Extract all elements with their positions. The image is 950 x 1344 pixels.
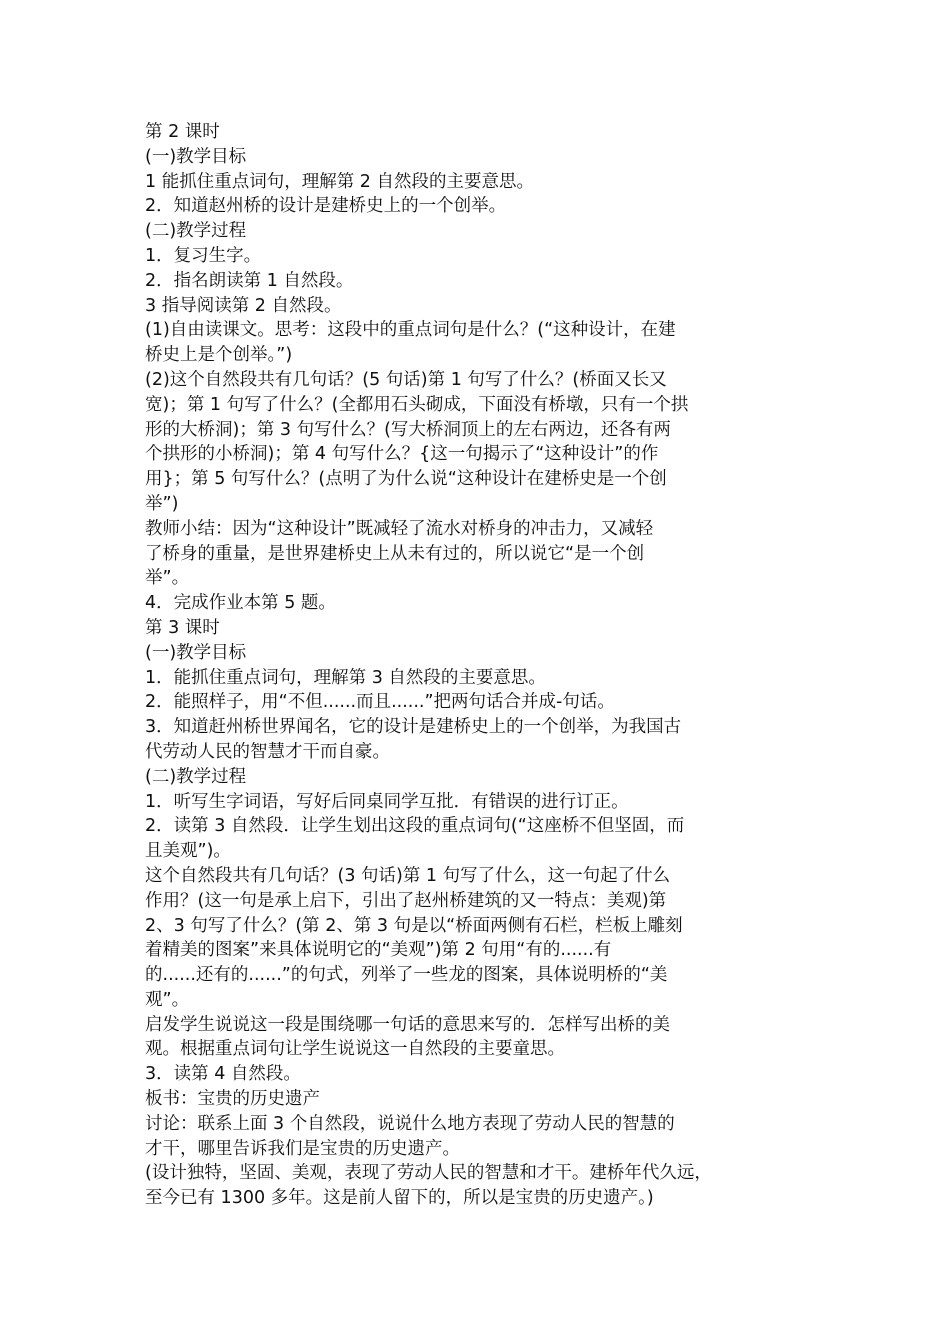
text-line: (设计独特，坚固、美观，表现了劳动人民的智慧和才干。建桥年代久远，	[145, 1163, 712, 1184]
text-line: 举”。	[145, 568, 190, 589]
text-line: 了桥身的重量，是世界建桥史上从未有过的，所以说它“是一个创	[145, 543, 645, 564]
text-line: 观”。	[145, 989, 190, 1010]
text-line: 这个自然段共有几句话？(3 句话)第 1 句写了什么，这一句起了什么	[145, 865, 671, 886]
text-line: 观。根据重点词句让学生说说这一自然段的主要童思。	[145, 1039, 565, 1060]
text-line: 第 3 课时	[145, 617, 220, 638]
text-line: 第 2 课时	[145, 122, 220, 142]
text-line: 1 能抓住重点词句，理解第 2 自然段的主要意思。	[145, 171, 534, 192]
text-line: 宽)；第 1 句写了什么？(全都用石头砌成，下面没有桥墩，只有一个拱	[145, 394, 689, 415]
text-line: (一)教学目标	[145, 146, 247, 167]
text-line: (一)教学目标	[145, 642, 247, 663]
text-line: 且美观”)。	[145, 841, 231, 862]
text-line: 板书：宝贵的历史遗产	[145, 1089, 320, 1110]
text-line: 的......还有的......”的句式，列举了一些龙的图案，具体说明桥的“美	[145, 965, 668, 986]
text-line: 桥史上是个创举。”)	[145, 345, 293, 366]
text-line: (二)教学过程	[145, 221, 247, 242]
text-line: 2．能照样子，用“不但......而且......”把两句话合并成-句话。	[145, 692, 615, 713]
text-line: 3 指导阅读第 2 自然段。	[145, 295, 342, 316]
text-line: 讨论：联系上面 3 个自然段，说说什么地方表现了劳动人民的智慧的	[145, 1113, 675, 1134]
text-line: 用}；第 5 句写什么？(点明了为什么说“这种设计在建桥史是一个创	[145, 469, 667, 490]
text-line: 形的大桥洞)；第 3 句写什么？(写大桥洞顶上的左右两边，还各有两	[145, 419, 671, 440]
text-line: 2．知道赵州桥的设计是建桥史上的一个创举。	[145, 196, 507, 217]
text-line: 教师小结：因为“这种设计”既减轻了流水对桥身的冲击力，又减轻	[145, 518, 654, 539]
text-line: 个拱形的小桥洞)；第 4 句写什么？{这一句揭示了“这种设计”的作	[145, 444, 659, 465]
text-line: 1．听写生字词语，写好后同桌同学互批．有错误的进行订正。	[145, 791, 629, 812]
text-line: 举”)	[145, 493, 179, 514]
text-line: 启发学生说说这一段是围绕哪一句话的意思来写的．怎样写出桥的美	[145, 1014, 670, 1035]
text-line: 1．能抓住重点词句，理解第 3 自然段的主要意思。	[145, 667, 546, 688]
text-line: 2．读第 3 自然段．让学生划出这段的重点词句(“这座桥不但坚固，而	[145, 816, 685, 837]
text-line: 2、3 句写了什么？(第 2、第 3 句是以“桥面两侧有石栏，栏板上雕刻	[145, 915, 683, 936]
text-line: 1．复习生字。	[145, 245, 262, 266]
text-line: 才干，哪里告诉我们是宝贵的历史遗产。	[145, 1138, 460, 1159]
text-line: 4．完成作业本第 5 题。	[145, 593, 336, 614]
document-body	[145, 120, 820, 1211]
text-line: 着精美的图案”来具体说明它的“美观”)第 2 句用“有的......有	[145, 940, 612, 961]
text-line: (2)这个自然段共有几句话？(5 句话)第 1 句写了什么？(桥面又长又	[145, 369, 667, 390]
text-line: 2．指名朗读第 1 自然段。	[145, 270, 354, 291]
text-line: 3．知道赶州桥世界闻名，它的设计是建桥史上的一个创举，为我国古	[145, 717, 682, 738]
text-line: 代劳动人民的智慧才干而自豪。	[145, 741, 390, 762]
text-line: 作用？(这一句是承上启下，引出了赵州桥建筑的又一特点：美观)第	[145, 890, 667, 911]
text-line: (1)自由读课文。思考：这段中的重点词句是什么？(“这种设计，在建	[145, 320, 676, 341]
text-line: 至今已有 1300 多年。这是前人留下的，所以是宝贵的历史遗产。)	[145, 1188, 654, 1209]
text-line: 3．读第 4 自然段。	[145, 1064, 301, 1085]
text-line: (二)教学过程	[145, 766, 247, 787]
